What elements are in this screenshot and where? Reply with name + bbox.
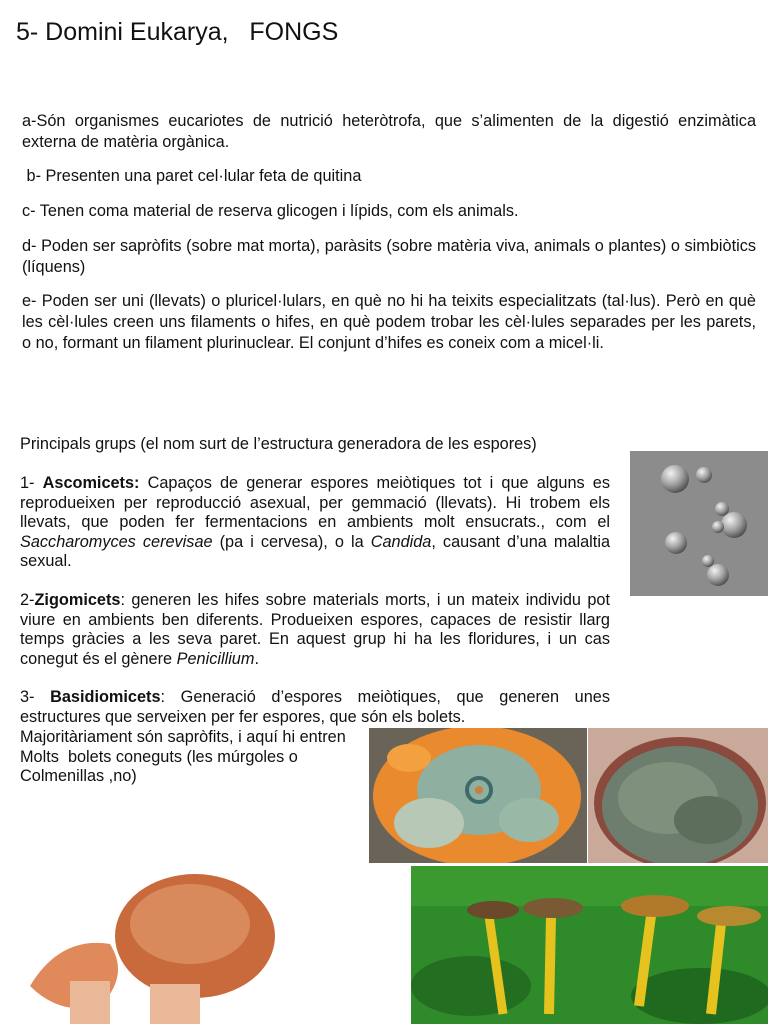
page-title: 5- Domini Eukarya, FONGS (16, 18, 339, 46)
ascomicets-name: Ascomicets: (42, 474, 140, 492)
ascomicets-genus: Candida (370, 532, 432, 551)
milk-cap-mushroom-image (0, 866, 300, 1024)
ascomicets-text-1: Capaços de generar espores meiòtiques tot i que alguns es reprodueixen per reproducció asexual, per gemmació (llevats). Hi trobem els llevats, que poden fer fermentacions en ambients molt ensucrats., com el (20, 474, 610, 532)
basidiomicets-line-3: Majoritàriament són sapròfits, i aquí hi entren (20, 728, 346, 746)
characteristic-b: b- Presenten una paret cel·lular feta de quitina (22, 167, 362, 185)
mold-colony-image (588, 728, 768, 863)
yeast-cells-image (630, 451, 768, 596)
basidiomicets-line-5: Colmenillas ,no) (20, 767, 137, 785)
zigomicets-name: Zigomicets (34, 591, 121, 609)
basidiomicets-paragraph (20, 688, 610, 727)
groups-intro: Principals grups (el nom surt de l’estructura generadora de les espores) (20, 435, 537, 453)
zigomicets-paragraph (20, 591, 610, 669)
ascomicets-prefix: 1- (20, 474, 43, 492)
ascomicets-species: Saccharomyces cerevisae (20, 532, 213, 551)
ascomicets-text-2: (pa i cervesa), o la (212, 532, 371, 551)
characteristic-c: c- Tenen coma material de reserva glicogen i lípids, com els animals. (22, 202, 519, 220)
basidiomicets-line-4: Molts bolets coneguts (les múrgoles o (20, 748, 298, 766)
characteristic-e: e- Poden ser uni (llevats) o pluricel·lulars, en què no hi ha teixits especialitzats (tal·lus). Però en què les cèl·lules creen uns filaments o hifes, en què podem trobar les cèl·lules separades per les parets, o no, formant un filament plurinuclear. El conjunt d’hifes es coneix com a micel·li. (22, 292, 756, 352)
basidiomicets-text-1: : Generació d’espores meiòtiques, que generen unes estructures que serveixen per fer espores, que són els bolets. (20, 688, 610, 726)
moldy-orange-image (369, 728, 587, 863)
zigomicets-prefix: 2- (20, 591, 35, 609)
zigomicets-genus: Penicillium (176, 649, 255, 668)
basidiomicets-name: Basidiomicets (50, 688, 161, 706)
characteristic-a: a-Són organismes eucariotes de nutrició heteròtrofa, que s’alimenten de la digestió enzimàtica externa de matèria orgànica. (22, 112, 756, 151)
zigomicets-text-2: . (254, 649, 259, 668)
characteristic-d: d- Poden ser sapròfits (sobre mat morta), paràsits (sobre matèria viva, animals o plantes) o simbiòtics (líquens) (22, 237, 756, 276)
zigomicets-text-1: : generen les hifes sobre materials morts, i un mateix individu pot viure en ambients ben diferents. Produeixen espores, capaces de resistir llarg temps gràcies a les seva paret. En aquest grup hi ha les floridures, i un cas conegut és el gènere (20, 591, 610, 668)
chanterelles-image (411, 866, 768, 1024)
ascomicets-paragraph (20, 474, 610, 572)
ascomicets-text-3: , causant d’una malaltia sexual. (20, 532, 610, 571)
basidiomicets-prefix: 3- (20, 688, 51, 706)
